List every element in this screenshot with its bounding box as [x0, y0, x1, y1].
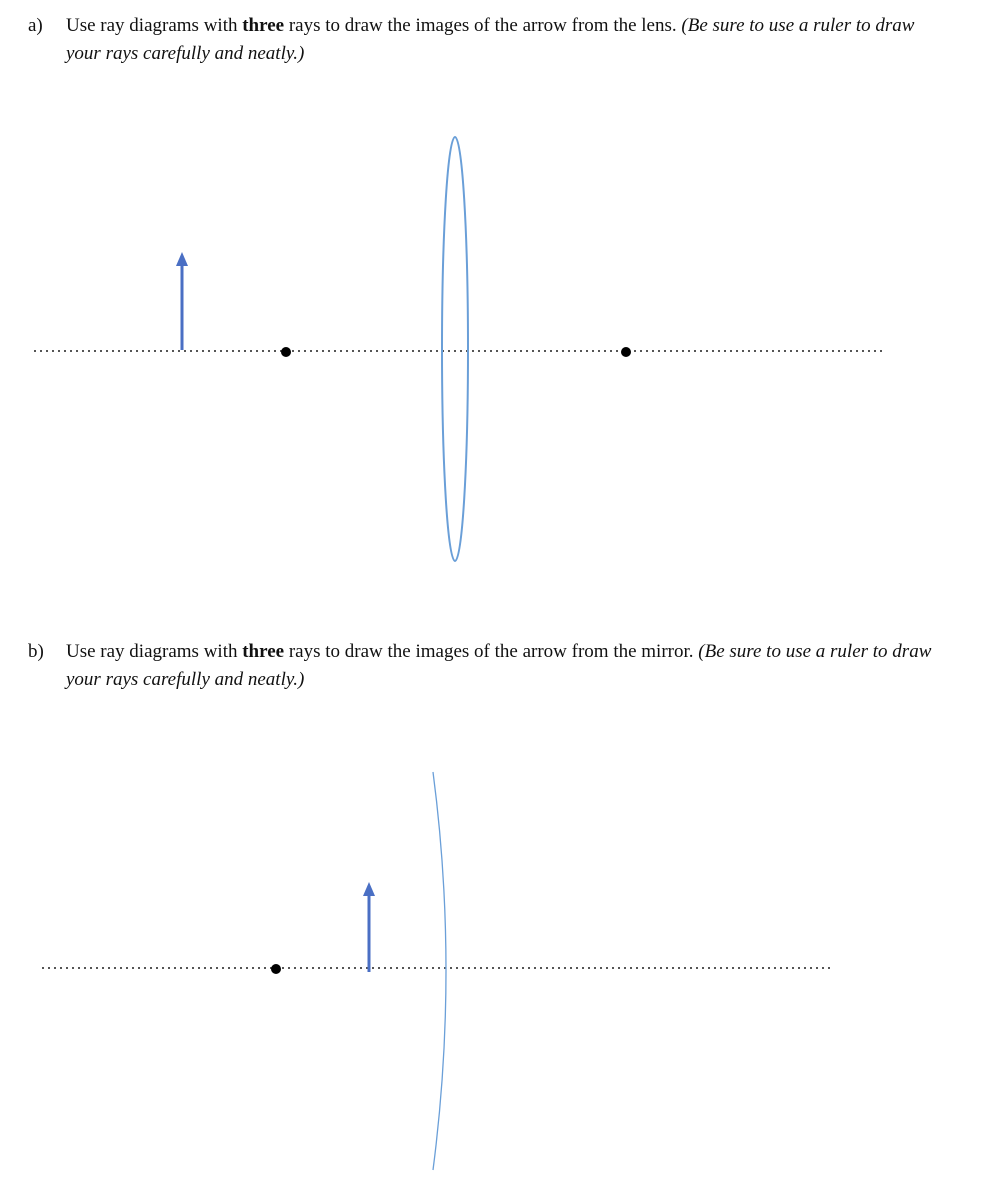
lens-focal-point-right	[621, 347, 631, 357]
lens-focal-point-left	[281, 347, 291, 357]
lens-diagram	[34, 137, 884, 561]
question-a-emphasis: three	[242, 15, 285, 36]
question-b-emphasis: three	[242, 641, 285, 662]
mirror-shape	[433, 772, 446, 1170]
question-b-text-after: rays to draw the images of the arrow from the mirror.	[284, 641, 699, 662]
mirror-object-arrow-head	[363, 882, 375, 896]
question-b-text-before: Use ray diagrams with	[66, 641, 243, 662]
question-a-label: a)	[28, 15, 43, 36]
mirror-focal-point	[271, 964, 281, 974]
mirror-diagram	[42, 772, 830, 1170]
question-b-label: b)	[28, 641, 44, 662]
question-b-note: (Be sure to use a ruler to draw your rays carefully and neatly.)	[66, 641, 932, 690]
question-a-text-before: Use ray diagrams with	[66, 15, 243, 36]
question-a-note: (Be sure to use a ruler to draw your rays carefully and neatly.)	[66, 15, 915, 64]
lens-shape	[442, 137, 468, 561]
question-a-text-after: rays to draw the images of the arrow from the lens.	[284, 15, 682, 36]
lens-object-arrow-head	[176, 252, 188, 266]
